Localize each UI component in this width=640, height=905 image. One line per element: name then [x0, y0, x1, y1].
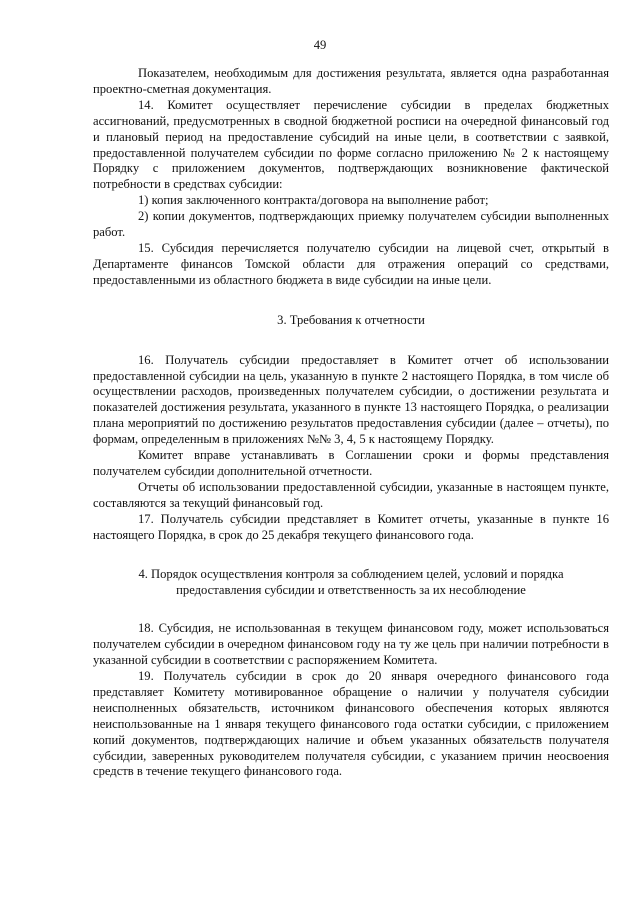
paragraph-14: 14. Комитет осуществляет перечисление субсидии в пределах бюджетных ассигнований, предусмотренных в сводной бюджетной росписи на очередной финансовый год и плановый период на предоставление субсидий на иные цели, в соответствии с заявкой, предоставленной получателем субсидии по форме согласно приложению № 2 к настоящему Порядку с приложением документов, подтверждающих возникновение фактической потребности в средствах субсидии:: [93, 97, 609, 192]
paragraph-16-additional: Комитет вправе устанавливать в Соглашении сроки и формы представления получателем субсидии дополнительной отчетности.: [93, 448, 609, 478]
paragraph-18: 18. Субсидия, не использованная в текущем финансовом году, может использоваться получателем субсидии в очередном финансовом году на ту же цель при наличии потребности в указанной субсидии в соответствии с распоряжением Комитета.: [93, 621, 609, 668]
paragraph-15: 15. Субсидия перечисляется получателю субсидии на лицевой счет, открытый в Департаменте финансов Томской области для отражения операций со средствами, предоставленными из областного бюджета в виде субсидии на иные цели.: [93, 240, 609, 287]
section-4-heading-line-2: предоставления субсидии и ответственность за их несоблюдение: [176, 583, 526, 598]
page-number: 49: [313, 38, 327, 52]
paragraph-17: 17. Получатель субсидии представляет в Комитет отчеты, указанные в пункте 16 настоящего Порядка, в срок до 25 декабря текущего финансового года.: [93, 511, 609, 542]
document-body: [93, 66, 609, 780]
paragraph-19: 19. Получатель субсидии в срок до 20 января очередного финансового года представляет Комитету мотивированное обращение о наличии у получателя субсидии неисполненных обязательств, источником финансового обеспечения которых являются неиспользованные на 1 января текущего финансового года остатки субсидии, с приложением копий документов, подтверждающих наличие и объем указанных обязательств получателя субсидии, заверенных руководителем получателя субсидии, с указанием причин неосвоения средств в течение текущего финансового года.: [93, 669, 609, 779]
section-3-heading: 3. Требования к отчетности: [277, 312, 425, 327]
list-item-2: 2) копии документов, подтверждающих приемку получателем субсидии выполненных работ.: [93, 209, 609, 240]
section-4-heading-line-1: 4. Порядок осуществления контроля за соблюдением целей, условий и порядка: [138, 567, 564, 582]
list-item-1: 1) копия заключенного контракта/договора на выполнение работ;: [138, 193, 489, 208]
paragraph-16: 16. Получатель субсидии предоставляет в Комитет отчет об использовании предоставленной субсидии на цель, указанную в пункте 2 настоящего Порядка, в том числе об осуществлении расходов, произведенных получателем субсидии, о достижении результата и показателей достижения результата, указанного в пункте 13 настоящего Порядка, о реализации плана мероприятий по достижению результатов предоставления субсидии (далее – отчеты), по формам, определенным в приложениях №№ 3, 4, 5 к настоящему Порядку.: [93, 352, 609, 447]
paragraph-16-reports: Отчеты об использовании предоставленной субсидии, указанные в настоящем пункте, составляются за текущий финансовый год.: [93, 479, 609, 510]
paragraph-indicator: Показателем, необходимым для достижения результата, является одна разработанная проектно-сметная документация.: [93, 66, 609, 96]
